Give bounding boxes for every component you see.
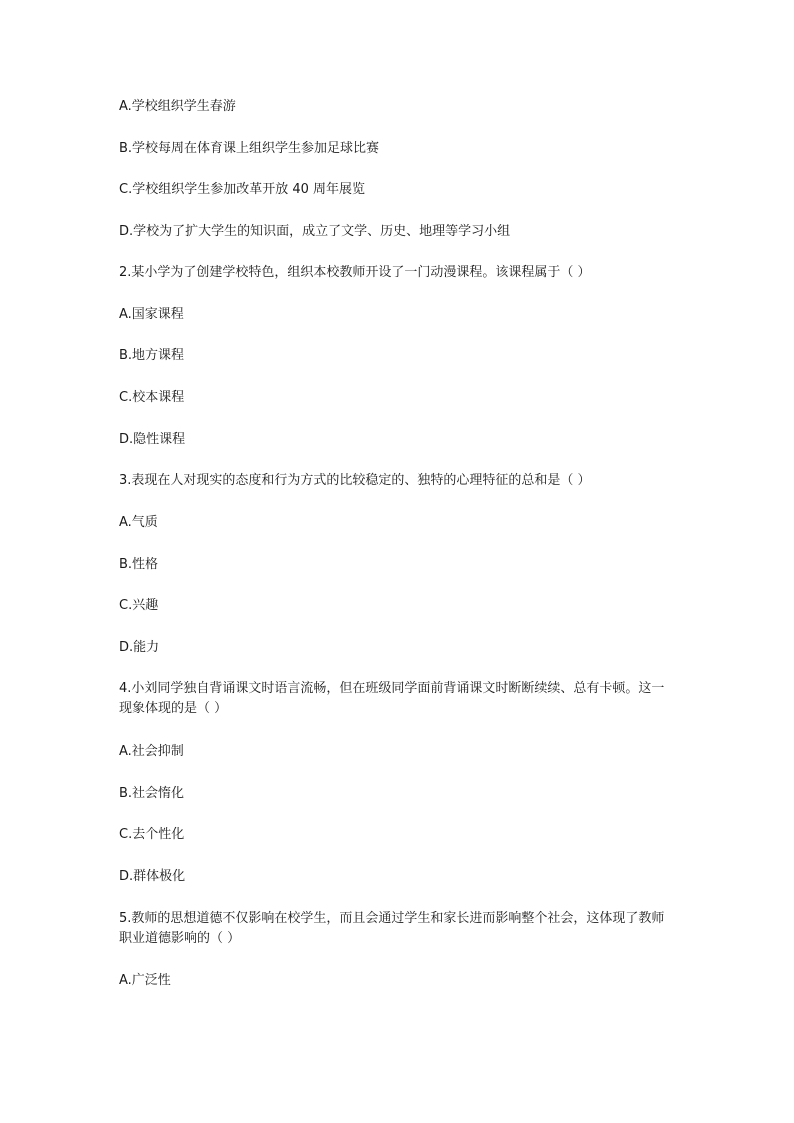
option-line: A.国家课程: [119, 307, 184, 322]
option-line: C.校本课程: [119, 390, 185, 405]
option-line: B.地方课程: [119, 348, 185, 363]
option-line: B.性格: [119, 557, 159, 572]
option-line: A.广泛性: [119, 973, 171, 988]
option-line: A.气质: [119, 515, 158, 530]
question-line: 5.教师的思想道德不仅影响在校学生，而且会通过学生和家长进而影响整个社会，这体现了教师职业道德影响的（ ）: [119, 911, 665, 946]
option-line: D.学校为了扩大学生的知识面，成立了文学、历史、地理等学习小组: [119, 224, 511, 239]
question-line: 4.小刘同学独自背诵课文时语言流畅，但在班级同学面前背诵课文时断断续续、总有卡顿。这一现象体现的是（ ）: [119, 681, 665, 716]
option-line: D.群体极化: [119, 869, 186, 884]
option-line: C.去个性化: [119, 827, 185, 842]
option-line: D.能力: [119, 640, 160, 655]
option-line: B.社会惰化: [119, 786, 185, 801]
question-line: 2.某小学为了创建学校特色，组织本校教师开设了一门动漫课程。该课程属于（ ）: [119, 265, 591, 280]
option-line: A.学校组织学生春游: [119, 99, 236, 114]
option-line: B.学校每周在体育课上组织学生参加足球比赛: [119, 141, 380, 156]
option-line: C.学校组织学生参加改革开放 40 周年展览: [119, 182, 366, 197]
option-line: A.社会抑制: [119, 744, 184, 759]
question-line: 3.表现在人对现实的态度和行为方式的比较稳定的、独特的心理特征的总和是（ ）: [119, 473, 591, 488]
option-line: D.隐性课程: [119, 432, 186, 447]
option-line: C.兴趣: [119, 598, 159, 613]
